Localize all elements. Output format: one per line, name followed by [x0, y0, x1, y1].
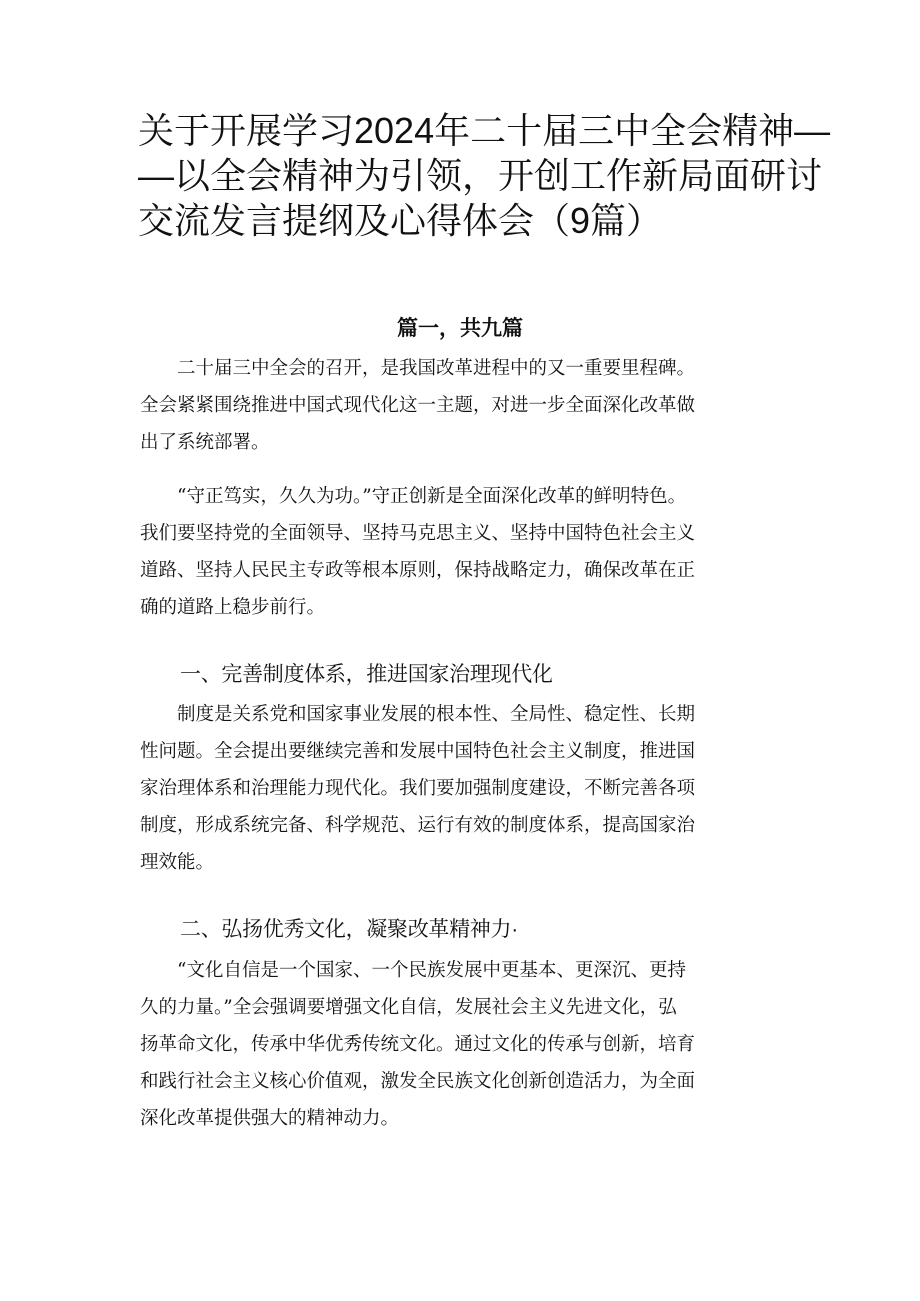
paragraph-line: 二十届三中全会的召开，是我国改革进程中的又一重要里程碑。: [140, 358, 696, 379]
paragraph-line: “文化自信是一个国家、一个民族发展中更基本、更深沉、更持: [140, 960, 686, 981]
section-title: 篇一，共九篇: [397, 317, 523, 340]
paragraph-line: 确的道路上稳步前行。: [140, 597, 326, 618]
paragraph-line: 全会紧紧围绕推进中国式现代化这一主题，对进一步全面深化改革做: [140, 395, 696, 416]
paragraph-line: 扬革命文化，传承中华优秀传统文化。通过文化的传承与创新，培育: [140, 1034, 696, 1055]
paragraph-line: 制度是关系党和国家事业发展的根本性、全局性、稳定性、长期: [140, 704, 696, 725]
heading-culture: 二、弘扬优秀文化，凝聚改革精神力·: [180, 918, 518, 941]
heading-institutions: 一、完善制度体系，推进国家治理现代化: [180, 663, 553, 686]
paragraph-line: 我们要坚持党的全面领导、坚持马克思主义、坚持中国特色社会主义: [140, 523, 696, 544]
document-title: [138, 108, 831, 243]
paragraph-line: 性问题。全会提出要继续完善和发展中国特色社会主义制度，推进国: [140, 741, 696, 762]
paragraph-principles: [140, 478, 790, 626]
paragraph-line: 家治理体系和治理能力现代化。我们要加强制度建设，不断完善各项: [140, 778, 696, 799]
paragraph-line: “守正笃实，久久为功。”守正创新是全面深化改革的鲜明特色。: [140, 486, 687, 507]
paragraph-line: 理效能。: [140, 852, 215, 873]
paragraph-line: 出了系统部署。: [140, 432, 270, 453]
paragraph-culture: [140, 952, 790, 1137]
paragraph-intro: [140, 350, 790, 461]
paragraph-line: 久的力量。”全会强调要增强文化自信，发展社会主义先进文化，弘: [140, 997, 677, 1018]
paragraph-line: 制度，形成系统完备、科学规范、运行有效的制度体系，提高国家治: [140, 815, 696, 836]
title-line: —以全会精神为引领，开创工作新局面研讨: [138, 155, 823, 196]
paragraph-line: 道路、坚持人民民主专政等根本原则，保持战略定力，确保改革在正: [140, 560, 696, 581]
title-line: 交流发言提纲及心得体会（9篇）: [138, 200, 663, 241]
paragraph-institutions: [140, 696, 790, 881]
title-line: 关于开展学习2024年二十届三中全会精神—: [138, 110, 831, 151]
paragraph-line: 和践行社会主义核心价值观，激发全民族文化创新创造活力，为全面: [140, 1071, 696, 1092]
paragraph-line: 深化改革提供强大的精神动力。: [140, 1108, 400, 1129]
